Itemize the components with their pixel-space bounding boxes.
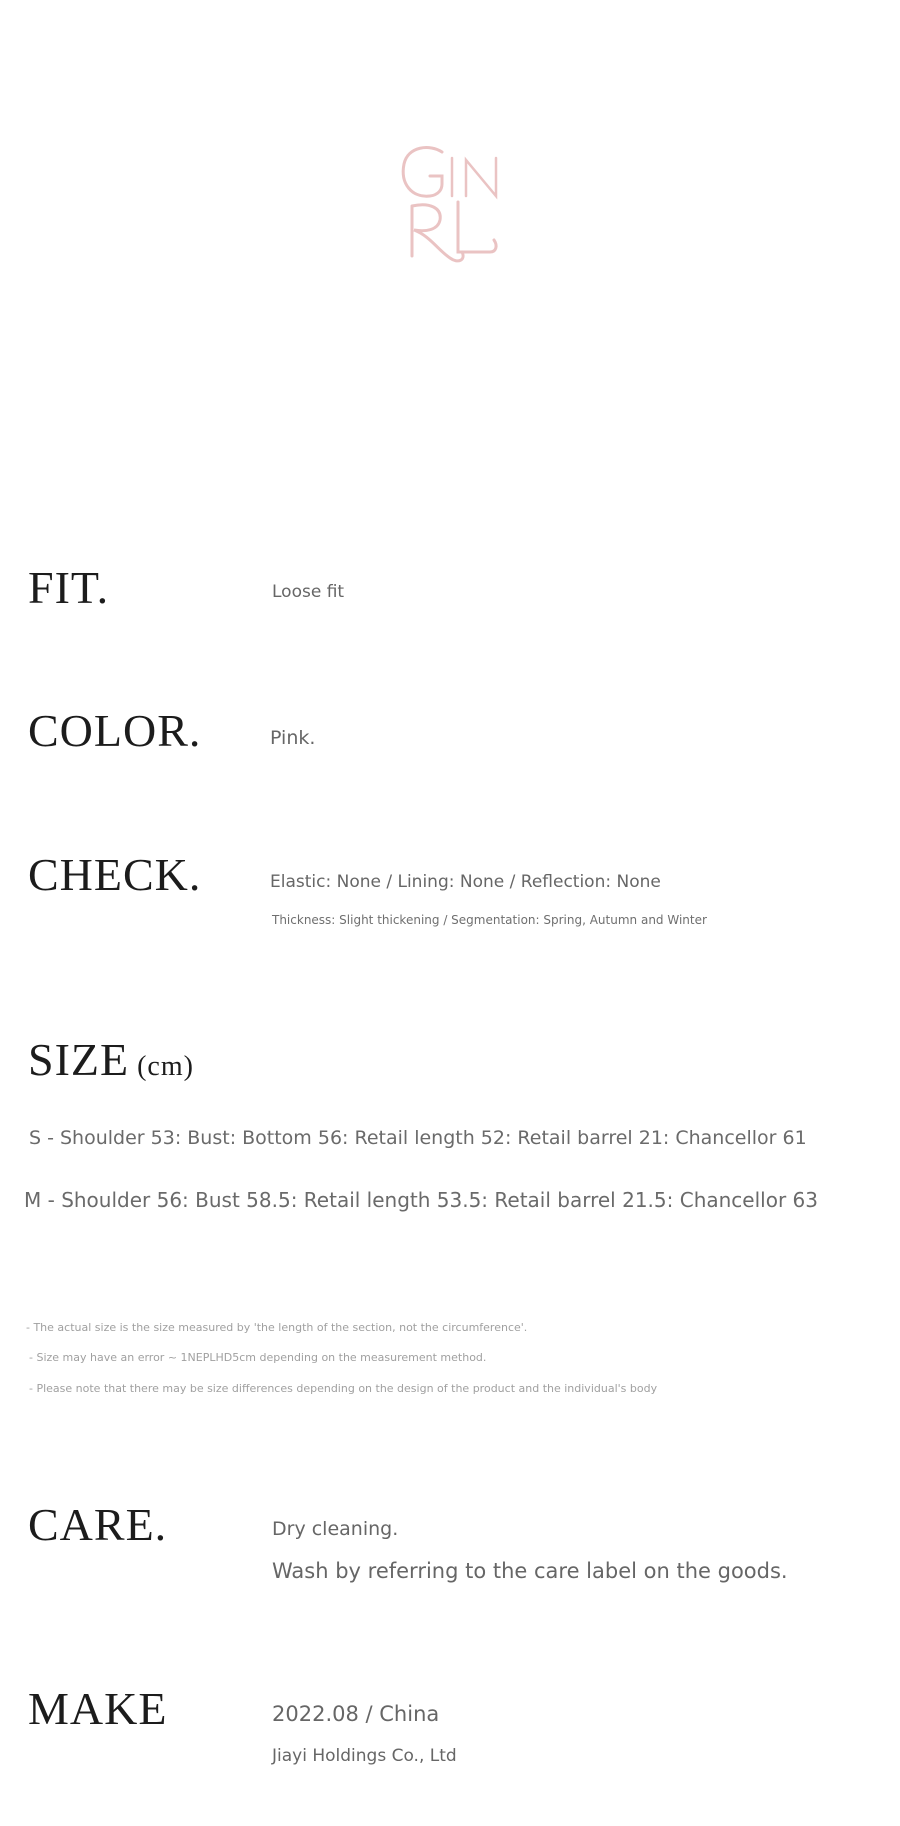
color-heading: COLOR. [28,705,202,756]
fit-value: Loose fit [272,582,345,602]
make-detail-2: Jiayi Holdings Co., Ltd [272,1746,457,1766]
make-heading: MAKE [28,1683,168,1734]
care-detail-1: Dry cleaning. [272,1518,399,1540]
make-detail-1: 2022.08 / China [272,1702,440,1726]
check-detail-1: Elastic: None / Lining: None / Reflection: None [270,872,661,892]
brand-logo [390,140,510,275]
size-note-2: - Size may have an error ~ 1NEPLHD5cm depending on the measurement method. [29,1351,487,1364]
care-heading: CARE. [28,1499,168,1550]
size-note-3: - Please note that there may be size differences depending on the design of the product and the individual's body [29,1382,658,1395]
brand-logo-mark [390,140,510,275]
fit-heading: FIT. [28,562,110,613]
size-heading [28,1034,194,1085]
size-note-1: - The actual size is the size measured by 'the length of the section, not the circumference'. [26,1321,528,1334]
size-row-s: S - Shoulder 53: Bust: Bottom 56: Retail length 52: Retail barrel 21: Chancellor 61 [29,1127,807,1149]
check-detail-2: Thickness: Slight thickening / Segmentation: Spring, Autumn and Winter [272,913,707,927]
check-heading: CHECK. [28,849,202,900]
color-value: Pink. [270,727,316,749]
size-row-m: M - Shoulder 56: Bust 58.5: Retail length 53.5: Retail barrel 21.5: Chancellor 63 [24,1188,818,1212]
care-detail-2: Wash by referring to the care label on the goods. [272,1559,788,1583]
size-heading-unit: (cm) [137,1051,194,1082]
size-heading-title: SIZE [28,1034,130,1085]
